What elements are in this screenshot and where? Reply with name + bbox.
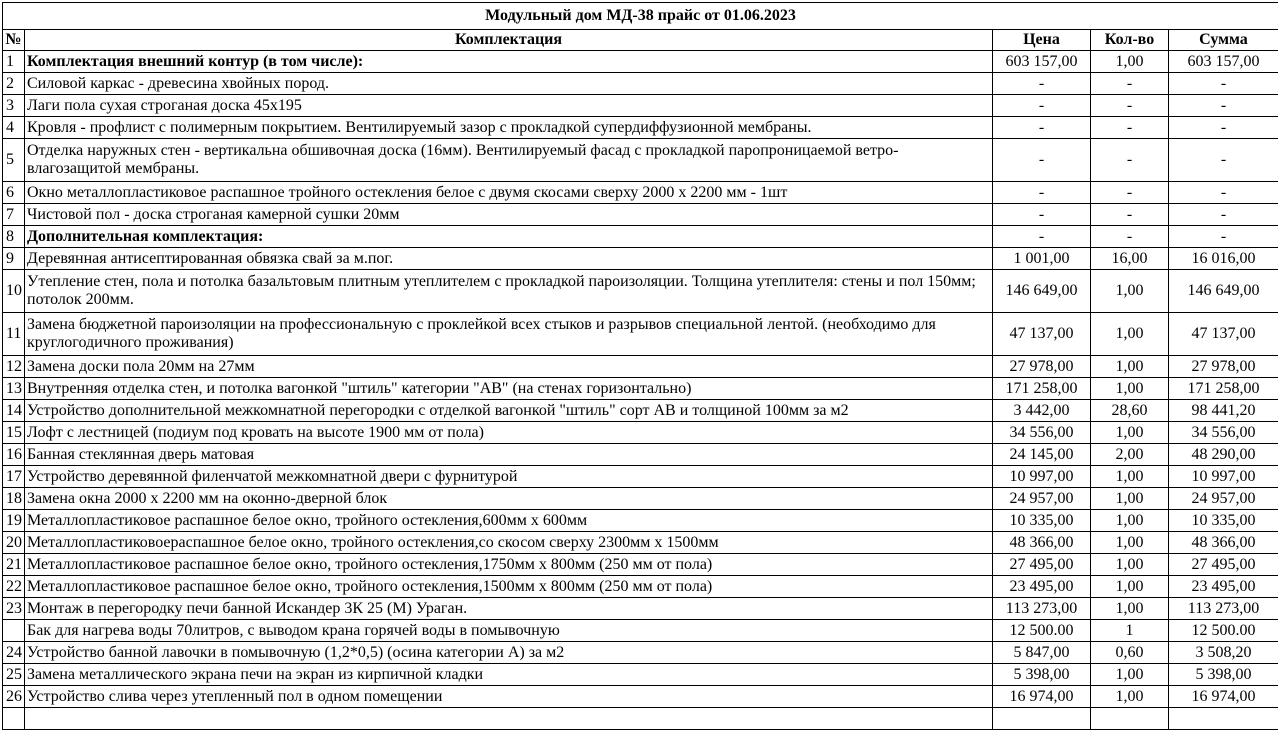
row-qty: - <box>1091 95 1169 117</box>
row-price: 3 442,00 <box>993 400 1091 422</box>
row-price: 1 001,00 <box>993 248 1091 270</box>
table-row <box>3 444 1279 466</box>
table-row <box>3 400 1279 422</box>
row-sum: - <box>1169 95 1279 117</box>
row-number: 15 <box>3 422 25 444</box>
table-row <box>3 117 1279 139</box>
row-number: 18 <box>3 488 25 510</box>
row-item: Устройство банной лавочки в помывочную (1,2*0,5) (осина категории А) за м2 <box>25 642 993 664</box>
row-price: 10 997,00 <box>993 466 1091 488</box>
row-qty: 1,00 <box>1091 664 1169 686</box>
row-qty: 1 <box>1091 620 1169 642</box>
row-item: Замена окна 2000 х 2200 мм на оконно-дверной блок <box>25 488 993 510</box>
row-sum: 5 398,00 <box>1169 664 1279 686</box>
table-row <box>3 466 1279 488</box>
price-sheet <box>2 2 1278 738</box>
row-sum: 16 974,00 <box>1169 686 1279 708</box>
table-body <box>3 51 1279 730</box>
row-qty: - <box>1091 182 1169 204</box>
table-row <box>3 642 1279 664</box>
row-sum: - <box>1169 139 1279 182</box>
table-row <box>3 422 1279 444</box>
row-sum: 34 556,00 <box>1169 422 1279 444</box>
row-qty: - <box>1091 204 1169 226</box>
row-sum: 98 441,20 <box>1169 400 1279 422</box>
row-number: 10 <box>3 270 25 313</box>
table-row <box>3 204 1279 226</box>
row-number: 12 <box>3 356 25 378</box>
row-qty: - <box>1091 117 1169 139</box>
table-row <box>3 182 1279 204</box>
table-row <box>3 313 1279 356</box>
row-sum: 48 366,00 <box>1169 532 1279 554</box>
row-qty <box>1091 708 1169 730</box>
row-item: Устройство деревянной филенчатой межкомнатной двери с фурнитурой <box>25 466 993 488</box>
table-row <box>3 248 1279 270</box>
row-price: - <box>993 204 1091 226</box>
row-sum: 3 508,20 <box>1169 642 1279 664</box>
row-qty: 1,00 <box>1091 510 1169 532</box>
row-qty: 1,00 <box>1091 422 1169 444</box>
row-sum: 48 290,00 <box>1169 444 1279 466</box>
row-sum: - <box>1169 182 1279 204</box>
row-qty: - <box>1091 73 1169 95</box>
row-qty: 1,00 <box>1091 313 1169 356</box>
row-qty: 1,00 <box>1091 554 1169 576</box>
row-item: Силовой каркас - древесина хвойных пород. <box>25 73 993 95</box>
row-number: 2 <box>3 73 25 95</box>
table-row <box>3 73 1279 95</box>
row-number: 11 <box>3 313 25 356</box>
row-number: 4 <box>3 117 25 139</box>
row-number: 3 <box>3 95 25 117</box>
row-sum: 12 500.00 <box>1169 620 1279 642</box>
row-qty: 1,00 <box>1091 378 1169 400</box>
row-qty: 16,00 <box>1091 248 1169 270</box>
row-price: - <box>993 95 1091 117</box>
row-price: 113 273,00 <box>993 598 1091 620</box>
row-number: 14 <box>3 400 25 422</box>
row-price: 47 137,00 <box>993 313 1091 356</box>
table-row <box>3 488 1279 510</box>
title-row <box>3 3 1279 30</box>
table-row <box>3 708 1279 730</box>
row-price: - <box>993 73 1091 95</box>
row-number: 23 <box>3 598 25 620</box>
row-number <box>3 708 25 730</box>
row-sum: 146 649,00 <box>1169 270 1279 313</box>
row-item: Кровля - профлист с полимерным покрытием. Вентилируемый зазор с прокладкой супердиффузионной мембраны. <box>25 117 993 139</box>
row-sum: 24 957,00 <box>1169 488 1279 510</box>
table-row <box>3 139 1279 182</box>
row-item: Окно металлопластиковое распашное тройного остекления белое с двумя скосами сверху 2000 х 2200 мм - 1шт <box>25 182 993 204</box>
row-price: 12 500.00 <box>993 620 1091 642</box>
table-row <box>3 598 1279 620</box>
row-item: Чистовой пол - доска строганая камерной сушки 20мм <box>25 204 993 226</box>
row-price: 5 398,00 <box>993 664 1091 686</box>
row-qty: 28,60 <box>1091 400 1169 422</box>
row-qty: - <box>1091 139 1169 182</box>
row-sum: 23 495,00 <box>1169 576 1279 598</box>
row-sum: 10 997,00 <box>1169 466 1279 488</box>
row-sum: 113 273,00 <box>1169 598 1279 620</box>
row-number: 17 <box>3 466 25 488</box>
row-number: 8 <box>3 226 25 248</box>
row-price: 48 366,00 <box>993 532 1091 554</box>
row-number: 19 <box>3 510 25 532</box>
row-number: 1 <box>3 51 25 73</box>
row-number: 25 <box>3 664 25 686</box>
row-qty: 1,00 <box>1091 598 1169 620</box>
header-row <box>3 30 1279 51</box>
row-qty: - <box>1091 226 1169 248</box>
row-price: 34 556,00 <box>993 422 1091 444</box>
table-row <box>3 532 1279 554</box>
row-price: 23 495,00 <box>993 576 1091 598</box>
row-item: Утепление стен, пола и потолка базальтовым плитным утеплителем с прокладкой пароизоляции. Толщина утеплителя: стены и пол 150мм; потолок 200мм. <box>25 270 993 313</box>
row-item: Бак для нагрева воды 70литров, с выводом крана горячей воды в помывочную <box>25 620 993 642</box>
column-header-item: Комплектация <box>25 30 993 51</box>
row-price: 603 157,00 <box>993 51 1091 73</box>
row-item: Металлопластиковоераспашное белое окно, тройного остекления,со скосом сверху 2300мм х 1500мм <box>25 532 993 554</box>
row-price: 27 978,00 <box>993 356 1091 378</box>
row-sum <box>1169 708 1279 730</box>
row-item: Металлопластиковое распашное белое окно, тройного остекления,1500мм х 800мм (250 мм от пола) <box>25 576 993 598</box>
row-item: Внутренняя отделка стен, и потолка вагонкой "штиль" категории "АВ" (на стенах горизонтально) <box>25 378 993 400</box>
row-sum: - <box>1169 73 1279 95</box>
column-header-num: № <box>3 30 25 51</box>
row-qty: 1,00 <box>1091 356 1169 378</box>
row-qty: 1,00 <box>1091 686 1169 708</box>
row-item: Комплектация внешний контур (в том числе): <box>25 51 993 73</box>
row-price: - <box>993 182 1091 204</box>
row-price: 24 145,00 <box>993 444 1091 466</box>
row-item: Замена доски пола 20мм на 27мм <box>25 356 993 378</box>
row-number: 6 <box>3 182 25 204</box>
row-qty: 1,00 <box>1091 466 1169 488</box>
row-item: Устройство дополнительной межкомнатной перегородки с отделкой вагонкой "штиль" сорт АВ и толщиной 100мм за м2 <box>25 400 993 422</box>
row-qty: 1,00 <box>1091 488 1169 510</box>
row-price: - <box>993 117 1091 139</box>
row-price <box>993 708 1091 730</box>
row-sum: - <box>1169 117 1279 139</box>
row-number: 26 <box>3 686 25 708</box>
row-number: 16 <box>3 444 25 466</box>
row-price: 16 974,00 <box>993 686 1091 708</box>
row-item: Устройство слива через утепленный пол в одном помещении <box>25 686 993 708</box>
row-qty: 0,60 <box>1091 642 1169 664</box>
row-number: 7 <box>3 204 25 226</box>
row-price: - <box>993 139 1091 182</box>
row-item: Дополнительная комплектация: <box>25 226 993 248</box>
row-item: Замена бюджетной пароизоляции на профессиональную с проклейкой всех стыков и разрывов специальной лентой. (необходимо для круглогодичного проживания) <box>25 313 993 356</box>
price-table <box>2 2 1278 730</box>
row-sum: 27 978,00 <box>1169 356 1279 378</box>
table-row <box>3 554 1279 576</box>
table-row <box>3 510 1279 532</box>
row-price: 146 649,00 <box>993 270 1091 313</box>
row-number: 22 <box>3 576 25 598</box>
table-row <box>3 51 1279 73</box>
column-header-qty: Кол-во <box>1091 30 1169 51</box>
row-number: 5 <box>3 139 25 182</box>
table-row <box>3 95 1279 117</box>
row-number: 13 <box>3 378 25 400</box>
row-sum: 27 495,00 <box>1169 554 1279 576</box>
row-sum: - <box>1169 204 1279 226</box>
row-sum: 10 335,00 <box>1169 510 1279 532</box>
table-row <box>3 664 1279 686</box>
table-row <box>3 356 1279 378</box>
row-item: Монтаж в перегородку печи банной Искандер 3К 25 (М) Ураган. <box>25 598 993 620</box>
table-row <box>3 270 1279 313</box>
row-price: 5 847,00 <box>993 642 1091 664</box>
row-item: Металлопластиковое распашное белое окно, тройного остекления,1750мм х 800мм (250 мм от пола) <box>25 554 993 576</box>
row-qty: 1,00 <box>1091 532 1169 554</box>
row-price: - <box>993 226 1091 248</box>
row-sum: 47 137,00 <box>1169 313 1279 356</box>
row-sum: - <box>1169 226 1279 248</box>
row-price: 10 335,00 <box>993 510 1091 532</box>
row-item: Лофт с лестницей (подиум под кровать на высоте 1900 мм от пола) <box>25 422 993 444</box>
column-header-sum: Сумма <box>1169 30 1279 51</box>
row-item: Лаги пола сухая строганая доска 45х195 <box>25 95 993 117</box>
row-number: 21 <box>3 554 25 576</box>
row-number: 9 <box>3 248 25 270</box>
row-number: 20 <box>3 532 25 554</box>
column-header-price: Цена <box>993 30 1091 51</box>
row-qty: 1,00 <box>1091 270 1169 313</box>
table-row <box>3 620 1279 642</box>
row-item: Деревянная антисептированная обвязка свай за м.пог. <box>25 248 993 270</box>
table-row <box>3 226 1279 248</box>
row-item: Металлопластиковое распашное белое окно, тройного остекления,600мм х 600мм <box>25 510 993 532</box>
row-sum: 171 258,00 <box>1169 378 1279 400</box>
row-sum: 16 016,00 <box>1169 248 1279 270</box>
row-price: 27 495,00 <box>993 554 1091 576</box>
page-title: Модульный дом МД-38 прайс от 01.06.2023 <box>3 3 1279 30</box>
table-row <box>3 686 1279 708</box>
table-row <box>3 378 1279 400</box>
row-item: Банная стеклянная дверь матовая <box>25 444 993 466</box>
row-price: 24 957,00 <box>993 488 1091 510</box>
row-item: Замена металлического экрана печи на экран из кирпичной кладки <box>25 664 993 686</box>
row-qty: 1,00 <box>1091 576 1169 598</box>
row-number: 24 <box>3 642 25 664</box>
row-price: 171 258,00 <box>993 378 1091 400</box>
row-sum: 603 157,00 <box>1169 51 1279 73</box>
row-item: Отделка наружных стен - вертикальна обшивочная доска (16мм). Вентилируемый фасад с прокладкой паропроницаемой ветро-влагозащитой мембраны. <box>25 139 993 182</box>
row-qty: 1,00 <box>1091 51 1169 73</box>
row-qty: 2,00 <box>1091 444 1169 466</box>
table-row <box>3 576 1279 598</box>
row-item <box>25 708 993 730</box>
row-number <box>3 620 25 642</box>
